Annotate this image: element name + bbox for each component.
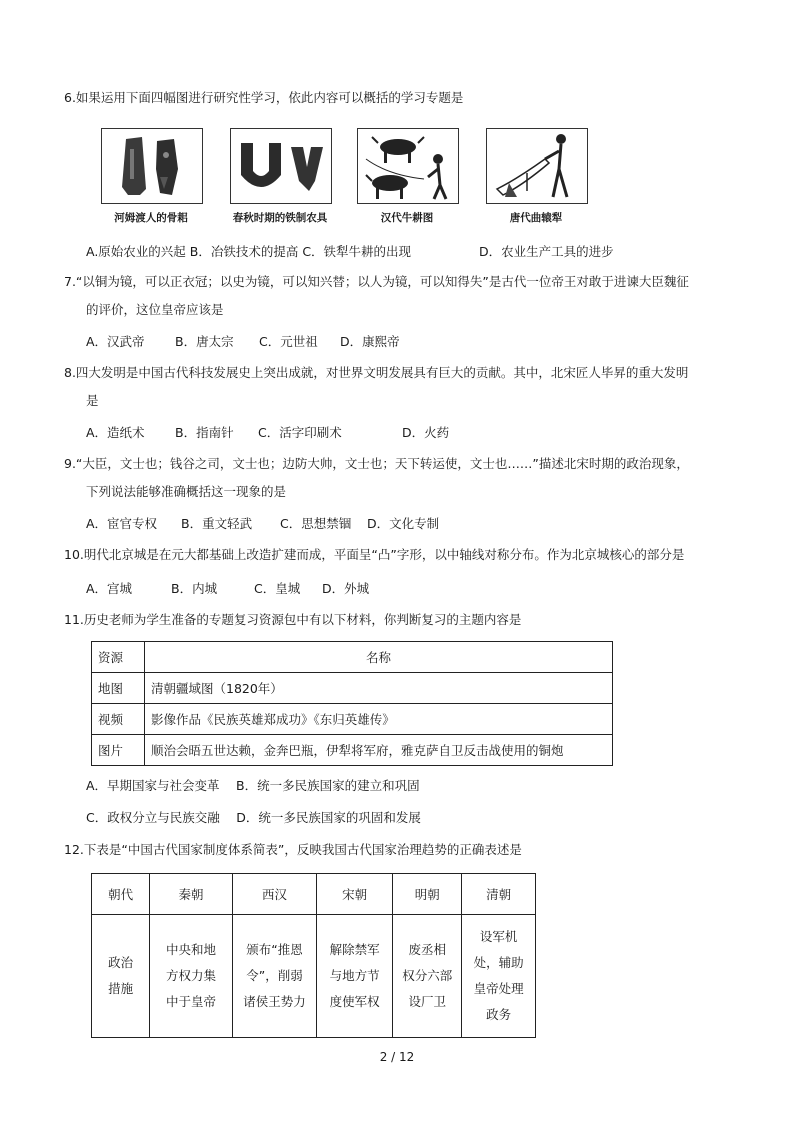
table-cell: 地图	[92, 673, 145, 704]
cell-line: 设厂卫	[408, 994, 446, 1009]
cell-line: 中于皇帝	[165, 994, 216, 1009]
q10-option-d: D．外城	[322, 581, 370, 596]
q8-stem-line2: 是	[86, 393, 99, 408]
cell-line: 处，辅助	[473, 955, 524, 970]
ox-plowing-icon	[358, 129, 458, 203]
q10-option-c: C．皇城	[254, 581, 301, 596]
q10-stem: 10.明代北京城是在元大都基础上改造扩建而成，平面呈“凸”字形，以中轴线对称分布。作为北京城核心的部分是	[64, 547, 685, 562]
q9-stem-line1: 9.“大臣，文士也；钱谷之司，文士也；边防大帅，文士也；天下转运使，文士也……”描述北宋时期的政治现象，	[64, 456, 689, 471]
cell-line: 解除禁军	[329, 942, 380, 957]
table-header-cell: 资源	[92, 642, 145, 673]
page-number: 2 / 12	[379, 1050, 415, 1064]
table-cell	[462, 915, 536, 1038]
table-cell	[92, 915, 150, 1038]
q6-stem: 6.如果运用下面四幅图进行研究性学习，依此内容可以概括的学习专题是	[64, 90, 464, 105]
table-row	[92, 673, 613, 704]
q12-stem: 12.下表是“中国古代国家制度体系简表”，反映我国古代国家治理趋势的正确表述是	[64, 842, 522, 857]
q11-stem: 11.历史老师为学生准备的专题复习资源包中有以下材料，你判断复习的主题内容是	[64, 612, 522, 627]
q6-option-d: D．农业生产工具的进步	[479, 244, 614, 259]
table-header-cell: 秦朝	[150, 874, 232, 915]
curved-plow-icon	[487, 129, 587, 203]
cell-line: 废丞相	[408, 942, 446, 957]
q9-option-a: A．宦官专权	[86, 516, 158, 531]
q9-option-d: D．文化专制	[367, 516, 440, 531]
table-cell: 清朝疆域图（1820年）	[145, 673, 613, 704]
table-row	[92, 735, 613, 766]
cell-line: 中央和地	[165, 942, 216, 957]
q6-options-abc: A.原始农业的兴起 B．冶铁技术的提高 C．铁犁牛耕的出现	[86, 244, 412, 259]
q8-stem-line1: 8.四大发明是中国古代科技发展史上突出成就，对世界文明发展具有巨大的贡献。其中，北宋匠人毕昇的重大发明	[64, 365, 689, 380]
table-cell: 顺治会晤五世达赖，金奔巴瓶，伊犁将军府，雅克萨自卫反击战使用的铜炮	[145, 735, 613, 766]
table-cell: 视频	[92, 704, 145, 735]
table-header-row	[92, 642, 613, 673]
table-header-cell: 西汉	[232, 874, 317, 915]
cell-line: 设军机	[479, 929, 518, 944]
q8-option-a: A．造纸术	[86, 425, 145, 440]
cell-line: 令”，削弱	[246, 968, 303, 983]
cell-line: 诸侯王势力	[243, 994, 306, 1009]
table-header-cell: 名称	[145, 642, 613, 673]
resource-table	[91, 641, 613, 766]
q7-option-b: B．唐太宗	[175, 334, 234, 349]
cell-line: 政治	[108, 955, 134, 970]
q11-options-ab: A．早期国家与社会变革 B．统一多民族国家的建立和巩固	[86, 778, 420, 793]
table-header-cell: 朝代	[92, 874, 150, 915]
table-cell: 影像作品《民族英雄郑成功》《东归英雄传》	[145, 704, 613, 735]
iron-tools-image	[230, 128, 332, 204]
caption-curved-plow: 唐代曲辕犁	[509, 212, 563, 224]
q9-option-b: B．重文轻武	[181, 516, 253, 531]
cell-line: 度使军权	[329, 994, 380, 1009]
q7-option-d: D．康熙帝	[340, 334, 400, 349]
q7-option-a: A．汉武帝	[86, 334, 145, 349]
cell-line: 颁布“推恩	[246, 942, 303, 957]
q9-option-c: C．思想禁锢	[280, 516, 352, 531]
cell-line: 与地方节	[329, 968, 380, 983]
cell-line: 方权力集	[165, 968, 216, 983]
cell-line: 政务	[486, 1007, 512, 1022]
caption-bone-spade: 河姆渡人的骨耜	[114, 212, 188, 224]
ox-plowing-image	[357, 128, 459, 204]
iron-tools-icon	[231, 129, 331, 203]
curved-plow-image	[486, 128, 588, 204]
q7-option-c: C．元世祖	[259, 334, 318, 349]
table-row	[92, 704, 613, 735]
q11-options-cd: C．政权分立与民族交融 D．统一多民族国家的巩固和发展	[86, 810, 421, 825]
cell-line: 皇帝处理	[473, 981, 524, 996]
q8-option-b: B．指南针	[175, 425, 234, 440]
bone-spade-icon	[102, 129, 202, 203]
table-header-cell: 明朝	[393, 874, 462, 915]
q10-option-b: B．内城	[171, 581, 218, 596]
cell-line: 措施	[108, 981, 134, 996]
table-header-cell: 清朝	[462, 874, 536, 915]
table-cell	[393, 915, 462, 1038]
caption-ox-plowing: 汉代牛耕图	[380, 212, 434, 224]
q8-option-c: C．活字印刷术	[258, 425, 342, 440]
q7-stem-line1: 7.“以铜为镜，可以正衣冠；以史为镜，可以知兴替；以人为镜，可以知得失”是古代一位帝王对敢于进谏大臣魏征	[64, 274, 689, 289]
q8-option-d: D．火药	[402, 425, 450, 440]
q9-stem-line2: 下列说法能够准确概括这一现象的是	[86, 484, 287, 499]
table-header-cell: 宋朝	[317, 874, 393, 915]
q7-stem-line2: 的评价，这位皇帝应该是	[86, 302, 224, 317]
table-cell	[232, 915, 317, 1038]
table-cell	[317, 915, 393, 1038]
dynasty-system-table	[91, 873, 536, 1038]
table-cell: 图片	[92, 735, 145, 766]
q10-option-a: A．宫城	[86, 581, 133, 596]
bone-spade-image	[101, 128, 203, 204]
cell-line: 权分六部	[402, 968, 453, 983]
table-cell	[150, 915, 232, 1038]
table-row	[92, 915, 536, 1038]
table-header-row	[92, 874, 536, 915]
caption-iron-tools: 春秋时期的铁制农具	[232, 212, 328, 224]
